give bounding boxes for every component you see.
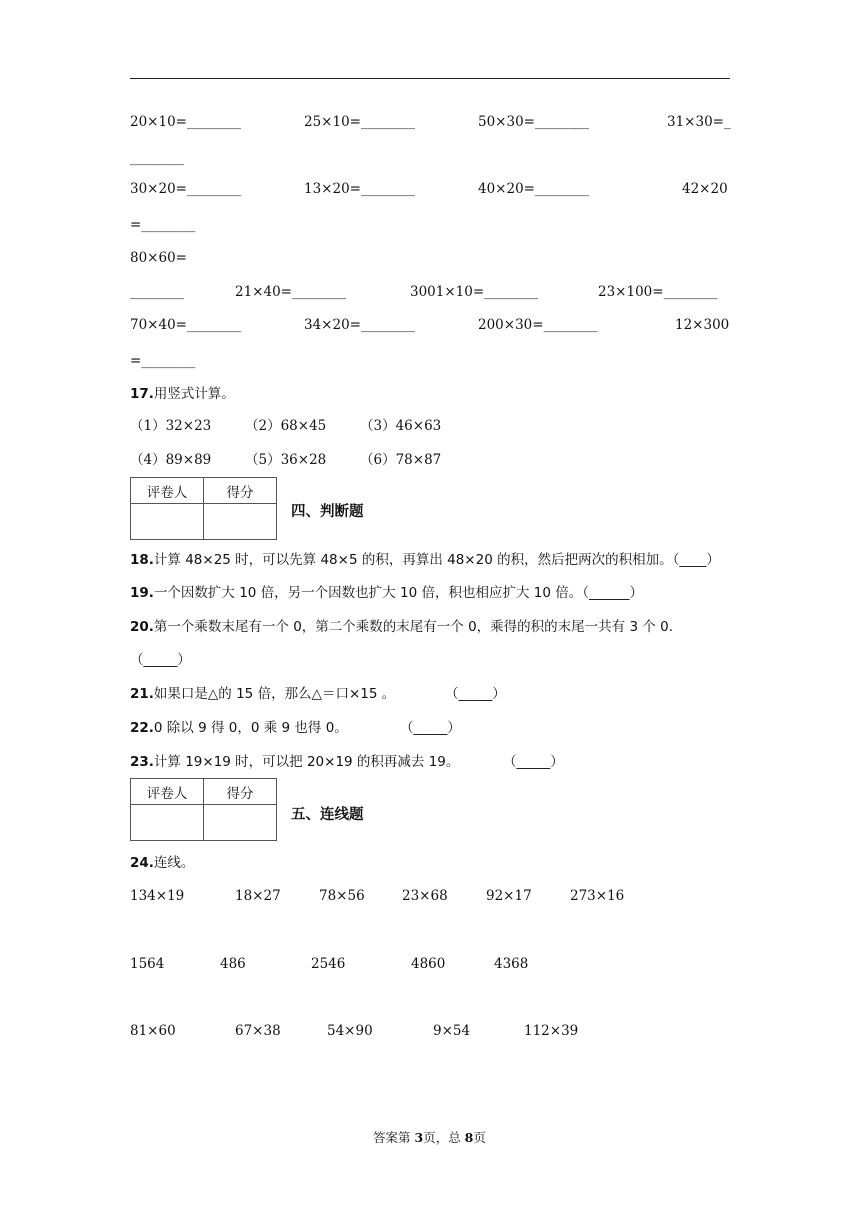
footer-total: 8 [464, 1130, 474, 1145]
page-footer [373, 1128, 486, 1146]
vertical-calc-item: （6）78×87 [360, 452, 442, 468]
question-text: 计算 48×25 时，可以先算 48×5 的积，再算出 48×20 的积，然后把两次的积相加。 [153, 552, 673, 568]
answer-blank[interactable]: （_____） [400, 720, 461, 736]
match-expression[interactable]: 134×19 [130, 888, 185, 904]
footer-suffix: 页 [473, 1130, 486, 1145]
question-number: 23. [130, 754, 154, 770]
footer-page: 3 [414, 1130, 424, 1145]
answer-blank[interactable]: （_____） [445, 686, 506, 702]
calc-item: 50×30=________ [478, 114, 589, 130]
calc-item: 3001×10=________ [410, 284, 539, 300]
match-expression[interactable]: 9×54 [433, 1023, 471, 1039]
calc-item: 70×40=________ [130, 317, 241, 333]
vertical-calc-item: （1）32×23 [130, 418, 212, 434]
score-label: 得分 [204, 478, 277, 504]
calc-item: 40×20=________ [478, 181, 589, 197]
calc-item: 20×10=________ [130, 114, 241, 130]
match-expression[interactable]: 54×90 [327, 1023, 373, 1039]
judge-question [130, 753, 459, 771]
question-text: 用竖式计算。 [153, 386, 235, 402]
calc-item: 34×20=________ [304, 317, 415, 333]
vertical-calc-item: （4）89×89 [130, 452, 212, 468]
match-result[interactable]: 2546 [311, 956, 346, 972]
calc-item: 12×300 [675, 317, 730, 333]
match-expression[interactable]: 92×17 [486, 888, 532, 904]
question-text: 一个因数扩大 10 倍，另一个因数也扩大 10 倍，积也相应扩大 10 倍。 [153, 585, 583, 601]
calc-item-wrap: =________ [130, 353, 196, 369]
score-label: 得分 [204, 779, 277, 805]
match-expression[interactable]: 18×27 [235, 888, 281, 904]
vertical-calc-item: （3）46×63 [360, 418, 442, 434]
calc-item: 13×20=________ [304, 181, 415, 197]
match-result[interactable]: 1564 [130, 956, 165, 972]
answer-blank[interactable]: （_____） [503, 754, 564, 770]
match-result[interactable]: 486 [220, 956, 246, 972]
match-expression[interactable]: 78×56 [319, 888, 365, 904]
calc-item-wrap: ________ [130, 284, 184, 300]
judge-question [130, 719, 348, 737]
grader-cell[interactable] [131, 805, 204, 841]
grader-table [130, 778, 277, 841]
section-title: 五、连线题 [291, 807, 364, 823]
question-text: 计算 19×19 时，可以把 20×19 的积再减去 19。 [153, 754, 460, 770]
footer-prefix: 答案第 [373, 1130, 415, 1145]
calc-item: 31×30=_ [667, 114, 731, 130]
grader-label: 评卷人 [131, 478, 204, 504]
calc-item: 42×20 [682, 181, 728, 197]
question-number: 17. [130, 386, 154, 402]
judge-question [130, 618, 673, 636]
score-cell[interactable] [204, 504, 277, 540]
vertical-calc-item: （2）68×45 [245, 418, 327, 434]
question-17 [130, 385, 235, 403]
calc-item: 80×60= [130, 250, 187, 266]
question-number: 22. [130, 720, 154, 736]
judge-question [130, 685, 395, 703]
section-title: 四、判断题 [291, 504, 364, 520]
calc-item: 21×40=________ [235, 284, 346, 300]
footer-mid: 页，总 [423, 1130, 465, 1145]
answer-blank[interactable]: （______） [582, 585, 643, 601]
match-result[interactable]: 4860 [411, 956, 446, 972]
calc-item-wrap: =________ [130, 217, 196, 233]
header-rule [130, 78, 730, 79]
match-expression[interactable]: 112×39 [524, 1023, 579, 1039]
match-expression[interactable]: 67×38 [235, 1023, 281, 1039]
grader-label: 评卷人 [131, 779, 204, 805]
question-24 [130, 854, 194, 872]
question-number: 24. [130, 855, 154, 871]
match-expression[interactable]: 273×16 [570, 888, 625, 904]
question-text: 如果口是△的 15 倍，那么△＝口×15 。 [153, 686, 396, 702]
question-text: 连线。 [153, 855, 195, 871]
vertical-calc-item: （5）36×28 [245, 452, 327, 468]
calc-item: 30×20=________ [130, 181, 241, 197]
question-number: 20. [130, 619, 154, 635]
match-result[interactable]: 4368 [494, 956, 529, 972]
match-expression[interactable]: 81×60 [130, 1023, 176, 1039]
judge-question [130, 551, 720, 569]
answer-blank[interactable]: （_____） [130, 652, 191, 668]
question-text: 第一个乘数末尾有一个 0，第二个乘数的末尾有一个 0，乘得的积的末尾一共有 3 个 0. [153, 619, 674, 635]
grader-cell[interactable] [131, 504, 204, 540]
calc-item: 25×10=________ [304, 114, 415, 130]
question-text: 0 除以 9 得 0，0 乘 9 也得 0。 [153, 720, 348, 736]
calc-item: 23×100=________ [598, 284, 718, 300]
grader-table [130, 477, 277, 540]
answer-blank[interactable]: （____） [672, 552, 720, 568]
question-number: 19. [130, 585, 154, 601]
judge-question [130, 584, 643, 602]
score-cell[interactable] [204, 805, 277, 841]
calc-item-wrap: ________ [130, 150, 184, 166]
calc-item: 200×30=________ [478, 317, 598, 333]
question-number: 21. [130, 686, 154, 702]
question-number: 18. [130, 552, 154, 568]
match-expression[interactable]: 23×68 [402, 888, 448, 904]
